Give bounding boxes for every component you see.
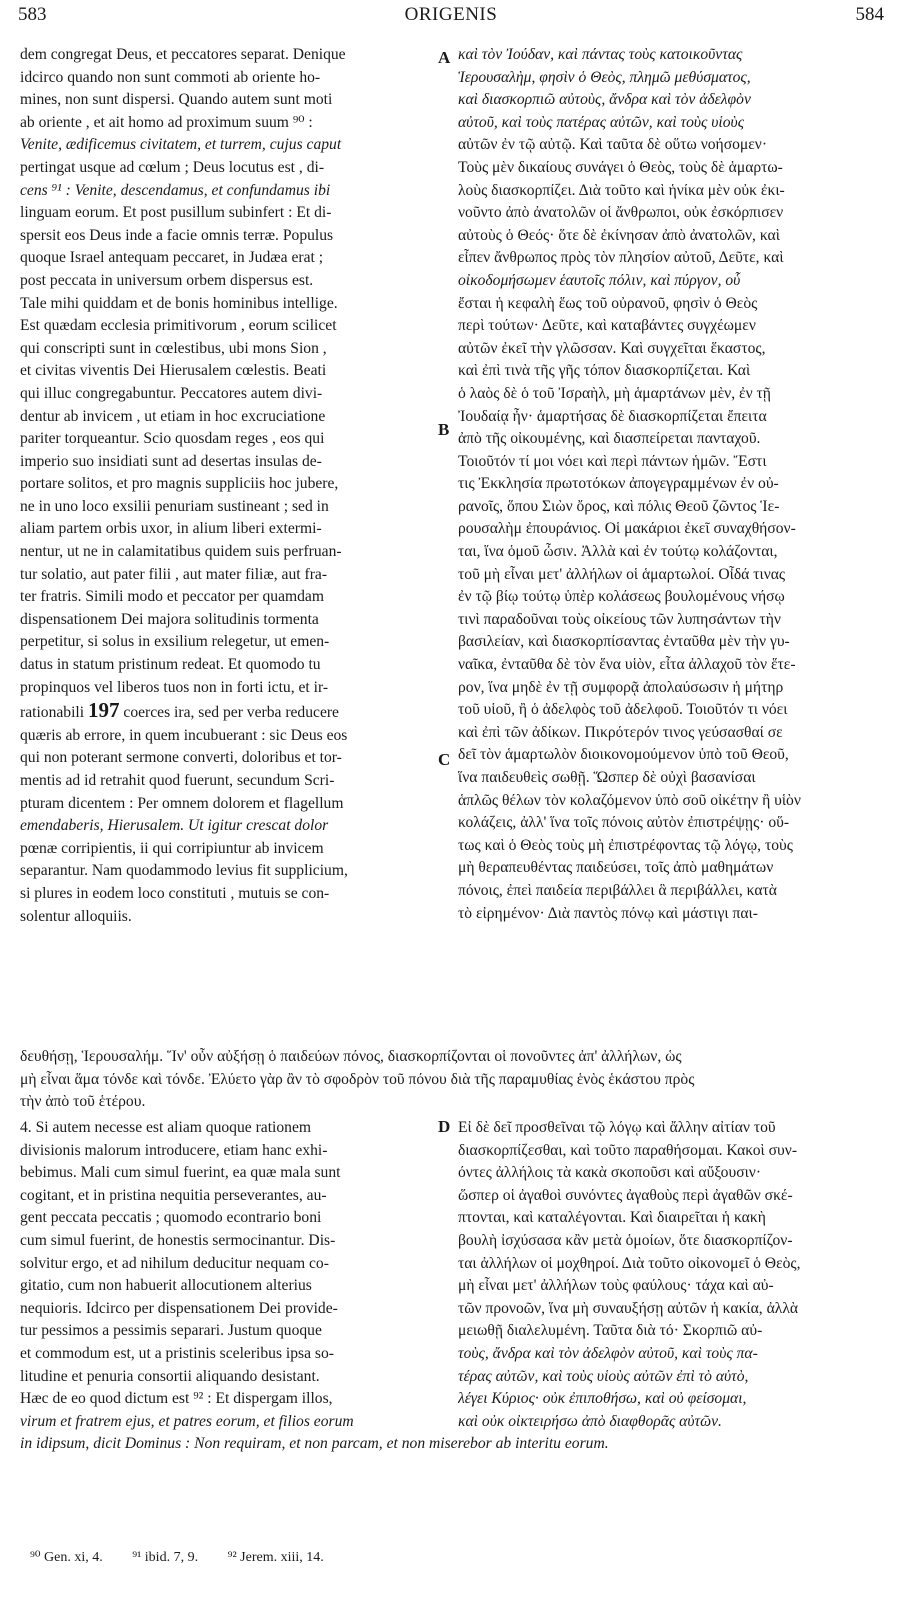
greek-line: τῶν προνοῶν, ἵνα μὴ συναυξήσῃ αὐτῶν ἡ κακία, ἀλλὰ	[458, 1299, 799, 1317]
section-marker-a: A	[438, 48, 451, 67]
latin-line: pœnæ corripientis, ii qui corripiuntur ab invicem	[20, 839, 324, 857]
greek-line: διασκορπίζεσθαι, καὶ τοῦτο παραθήσομαι. Κακοὶ συν-	[458, 1141, 798, 1159]
greek-line: τοὺς, ἄνδρα καὶ τὸν ἀδελφὸν αὐτοῦ, καὶ τοὺς πα-	[458, 1344, 758, 1362]
greek-line: ρουσαλὴμ ἐπουράνιος. Οἱ μακάριοι ἐκεῖ συναχθήσον-	[458, 520, 796, 538]
latin-line: Hæc de eo quod dictum est ⁹² : Et dispergam illos,	[20, 1390, 333, 1408]
greek-line: Τοιοῦτόν τί μοι νόει καὶ περὶ πάντων ἡμῶν. Ἔστι	[458, 452, 767, 470]
latin-line: ter fratris. Simili modo et peccator per quamdam	[20, 588, 324, 606]
greek-line: ἐν τῷ βίῳ τούτῳ ὑπὲρ κολάσεως βουλομένους νήσῳ	[458, 588, 785, 606]
latin-line: nequioris. Idcirco per dispensationem Dei providе-	[20, 1299, 338, 1317]
latin-line: quoque Israel antequam peccaret, in Judæa erat ;	[20, 249, 324, 267]
latin-column-bottom	[20, 1117, 438, 1433]
latin-line: imperio suo insidiati sunt ad desertas insulas de-	[20, 452, 322, 470]
latin-line: linguam eorum. Et post pusillum subinfert : Et di-	[20, 204, 332, 222]
page-number-left: 583	[18, 4, 47, 25]
latin-line: cens ⁹¹ : Venite, descendamus, et confundamus ibi	[20, 181, 331, 199]
latin-line: solvitur ergo, et ad nihilum deducitur nequam co-	[20, 1254, 329, 1272]
greek-line: καὶ οὐκ οἰκτειρήσω ἀπὸ διαφθορᾶς αὐτῶν.	[458, 1412, 722, 1430]
latin-line: idcirco quando non sunt commoti ab oriente ho-	[20, 68, 321, 86]
footnote: ⁹² Jerem. xiii, 14.	[227, 1550, 324, 1565]
greek-line: πτονται, καὶ καταλέγονται. Καὶ διαιρεῖται ἡ κακὴ	[458, 1209, 766, 1227]
latin-line: dispensationem Dei majora solitudinis tormenta	[20, 610, 319, 628]
latin-column-top	[20, 44, 438, 928]
greek-line: πόνοις, ἐπεὶ παιδεία περιβάλλει ἃ περιβάλλει, κατὰ	[458, 881, 777, 899]
greek-line: ὁ λαὸς δὲ ὁ τοῦ Ἰσραὴλ, μὴ ἁμαρτάνων μὲν, ἐν τῇ	[458, 384, 771, 402]
latin-line: Tale mihi quiddam et de bonis hominibus intellige.	[20, 294, 338, 312]
greek-line: τὸ εἰρημένον· Διὰ παντὸς πόνῳ καὶ μάστιγι παι-	[458, 904, 758, 922]
greek-line: καὶ διασκορπιῶ αὐτοὺς, ἄνδρα καὶ τὸν ἀδελφὸν	[458, 91, 751, 109]
greek-line: κολάζεις, ἀλλ' ἵνα τοῖς πόνοις αὐτὸν ἐπιστρέψῃς· οὕ-	[458, 814, 790, 832]
footnotes	[30, 1548, 870, 1568]
greek-line: ναῖκα, ἐνταῦθα δὲ τὸν ἕνα υἱὸν, εἶτα ἀλλαχοῦ τὸν ἕτε-	[458, 656, 796, 674]
latin-line: solentur alloquiis.	[20, 907, 132, 925]
latin-line-with-column-ref	[20, 699, 438, 725]
latin-line: mines, non sunt dispersi. Quando autem sunt moti	[20, 91, 333, 109]
latin-line: cum simul fuerint, de honestis sermocinantur. Dis-	[20, 1231, 336, 1249]
greek-line: περὶ τούτων· Δεῦτε, καὶ καταβάντες συγχέωμεν	[458, 317, 756, 335]
latin-line: nentur, ut ne in calamitatibus quidem suis perfruan-	[20, 543, 342, 561]
greek-line: αὐτοὺς ὁ Θεός· ὅτε δὲ ἐκίνησαν ἀπὸ ἀνατολῶν, καὶ	[458, 226, 780, 244]
latin-line: pariter torqueantur. Scio quosdam reges , eos qui	[20, 430, 325, 448]
column-reference: 197	[88, 699, 120, 723]
greek-line: μὴ εἶναι μετ' ἀλλήλων τοὺς φαύλους· τάχα καὶ αὐ-	[458, 1277, 774, 1295]
greek-line: λέγει Κύριος· οὐκ ἐπιποθήσω, καὶ οὐ φείσομαι,	[458, 1390, 747, 1408]
latin-line: pertingat usque ad cœlum ; Deus locutus est , di-	[20, 158, 325, 176]
greek-line: δεῖ τὸν ἁμαρτωλὸν διοικονομούμενον ὑπὸ τοῦ Θεοῦ,	[458, 746, 789, 764]
page-header	[0, 4, 902, 32]
footnote: ⁹¹ ibid. 7, 9.	[132, 1550, 199, 1565]
latin-line: qui illuc congregabuntur. Peccatores autem divi-	[20, 384, 323, 402]
greek-full-width-continuation	[20, 1046, 882, 1114]
greek-line: εἶπεν ἄνθρωπος πρὸς τὸν πλησίον αὐτοῦ, Δεῦτε, καὶ	[458, 249, 784, 267]
latin-fragment: rationabili	[20, 704, 85, 722]
latin-line: qui conscripti sunt in cœlestibus, ubi mons Sion ,	[20, 339, 327, 357]
latin-line: dentur ab invicem , ut etiam in hoc excruciatione	[20, 407, 326, 425]
greek-full-line: τὴν ἀπὸ τοῦ ἑτέρου.	[20, 1093, 146, 1111]
latin-line: mentis ad id retrahit quod fuerunt, secundum Scri-	[20, 772, 335, 789]
greek-line: τέρας αὐτῶν, καὶ τοὺς υἱοὺς αὐτῶν ἐπὶ τὸ αὐτὸ,	[458, 1367, 749, 1385]
latin-line: gent peccata peccatis ; quomodo econtrario boni	[20, 1209, 322, 1227]
greek-column-top	[458, 44, 882, 925]
greek-line: οἰκοδομήσωμεν ἑαυτοῖς πόλιν, καὶ πύργον, οὗ	[458, 271, 741, 289]
latin-line: pturam dicentem : Per omnem dolorem et flagellum	[20, 794, 344, 812]
greek-line: καὶ ἐπὶ τινὰ τῆς γῆς τόπον διασκορπίζεται. Καὶ	[458, 362, 751, 380]
greek-line: καὶ ἐπὶ τῶν ἀδίκων. Πικρότερόν τινος γεύσασθαί σε	[458, 723, 783, 741]
latin-full-width-line	[20, 1433, 882, 1456]
latin-full-line: in idipsum, dicit Dominus : Non requiram, et non parcam, et non miserebor ab interitu eorum.	[20, 1435, 609, 1452]
greek-line: Τοὺς μὲν δικαίους συνάγει ὁ Θεὸς, τοὺς δὲ ἁμαρτω-	[458, 158, 783, 176]
greek-line: βασιλείαν, καὶ διασκορπίσαντας ἐνταῦθα μὲν τὴν γυ-	[458, 633, 790, 651]
greek-line: αὐτῶν ἐκεῖ τὴν γλῶσσαν. Καὶ συγχεῖται ἕκαστος,	[458, 339, 766, 357]
greek-line: λοὺς διασκορπίζει. Διὰ τοῦτο καὶ ἡνίκα μὲν οὐκ ἐκι-	[458, 181, 785, 199]
latin-line: ab oriente , et ait homo ad proximum suum ⁹⁰ :	[20, 113, 313, 131]
greek-line: Εἰ δὲ δεῖ προσθεῖναι τῷ λόγῳ καὶ ἄλλην αἰτίαν τοῦ	[458, 1119, 776, 1136]
latin-line: Est quædam ecclesia primitivorum , eorum scilicet	[20, 317, 337, 335]
section-marker-d: D	[438, 1117, 451, 1136]
greek-line: ὥσπερ οἱ ἀγαθοὶ συνόντες ἀγαθοὺς περὶ ἀγαθῶν σκέ-	[458, 1186, 793, 1204]
latin-line: et civitas viventis Dei Hierusalem cœlestis. Beati	[20, 362, 327, 380]
latin-line: emendaberis, Hierusalem. Ut igitur crescat dolor	[20, 817, 329, 835]
latin-line: si plures in eodem loco constituti , mutuis se con-	[20, 884, 330, 902]
greek-line: τως καὶ ὁ Θεὸς τοὺς μὴ ἐπιστρέφοντας τῷ λόγῳ, τοὺς	[458, 836, 793, 854]
latin-line: gitatio, cum non habuerit allocutionem alterius	[20, 1277, 312, 1295]
greek-line: ἀπὸ τῆς οἰκουμένης, καὶ διασπείρεται πανταχοῦ.	[458, 430, 761, 448]
greek-line: βουλὴ ἰσχύσασα κἂν μετὰ ὁμοίων, ὅτε διασκορπίζον-	[458, 1231, 793, 1249]
latin-line: dem congregat Deus, et peccatores separat. Denique	[20, 46, 346, 63]
greek-full-line: μὴ εἶναι ἅμα τόνδε καὶ τόνδε. Ἐλύετο γὰρ ἂν τὸ σφοδρὸν τοῦ πόνου διὰ τῆς παραμυθίας ἑνὸς ἑκάστου πρὸς	[20, 1070, 695, 1088]
latin-line: tur pessimos a pessimis separari. Justum quoque	[20, 1322, 322, 1340]
greek-line: Ἱερουσαλὴμ, φησὶν ὁ Θεὸς, πλημῶ μεθύσματος,	[458, 68, 751, 86]
section-marker-b: B	[438, 420, 450, 439]
latin-line: qui non poterant sermone converti, doloribus et tor-	[20, 749, 342, 767]
latin-line: post peccata in universum orbem dispersus est.	[20, 271, 314, 289]
latin-line: 4. Si autem necesse est aliam quoque rationem	[20, 1119, 311, 1136]
greek-column-bottom	[458, 1117, 882, 1433]
latin-line: aliam partem orbis uxor, in alium liberi extermi-	[20, 520, 322, 538]
latin-line: et commodum est, ut a pristinis sceleribus ipsa so-	[20, 1344, 334, 1362]
greek-full-line: δευθήσῃ, Ἱερουσαλήμ. Ἵν' οὖν αὐξήσῃ ὁ παιδεύων πόνος, διασκορπίζονται οἱ πονοῦντες ἀπ' ἀλλήλων, ὡς	[20, 1048, 682, 1065]
latin-line: tur solatio, aut pater filii , aut mater filiæ, aut fra-	[20, 565, 328, 583]
greek-line: καὶ τὸν Ἰούδαν, καὶ πάντας τοὺς κατοικοῦντας	[458, 46, 743, 63]
greek-line: νοῦντο ἀπὸ ἀνατολῶν οἱ ἄνθρωποι, οὐκ ἐσκόρπισεν	[458, 204, 784, 222]
greek-line: τοῦ υἱοῦ, ἢ ὁ ἀδελφὸς τοῦ ἀδελφοῦ. Τοιοῦτόν τι νόει	[458, 701, 788, 719]
latin-line: Venite, ædificemus civitatem, et turrem, cujus caput	[20, 136, 342, 154]
greek-line: ἁπλῶς θέλων τὸν κολαζόμενον ὑπὸ σοῦ οἰκέτην ἢ υἱὸν	[458, 791, 801, 809]
greek-line: ρανοῖς, ὅπου Σιὼν ὄρος, καὶ πόλις Θεοῦ ζῶντος Ἱε-	[458, 497, 780, 515]
latin-line: divisionis malorum introducere, etiam hanc exhi-	[20, 1141, 328, 1159]
latin-line: litudine et penuria consortii aliquando desistant.	[20, 1367, 320, 1385]
greek-line: αὐτῶν ἐν τῷ αὐτῷ. Καὶ ταῦτα δὲ οὕτω νοήσομεν·	[458, 136, 768, 154]
latin-line: ne in uno loco exsilii penuriam sustineant ; sed in	[20, 497, 329, 515]
running-title: ORIGENIS	[404, 4, 498, 25]
latin-line: separantur. Nam quodammodo levius fit supplicium,	[20, 862, 348, 880]
greek-line: ἔσται ἡ κεφαλὴ ἕως τοῦ οὐρανοῦ, φησὶν ὁ Θεὸς	[458, 294, 758, 312]
greek-line: ἵνα παιδευθεὶς σωθῇ. Ὥσπερ δὲ οὐχὶ βασανίσαι	[458, 769, 756, 786]
greek-line: μειωθῇ διαλελυμένη. Ταῦτα διὰ τό· Σκορπιῶ αὐ-	[458, 1322, 763, 1340]
latin-line: spersit eos Deus inde a facie omnis terræ. Populus	[20, 226, 334, 244]
latin-line: datus in statum pristinum redeat. Et quomodo tu	[20, 656, 321, 674]
latin-line: virum et fratrem ejus, et patres eorum, et filios eorum	[20, 1412, 354, 1430]
greek-line: αὐτοῦ, καὶ τοὺς πατέρας αὐτῶν, καὶ τοὺς υἱοὺς	[458, 113, 745, 131]
latin-line: perpetitur, si solus in exsilium relegetur, ut emen-	[20, 633, 330, 651]
latin-line: quæris ab errore, in quem incubuerant : sic Deus eos	[20, 726, 348, 744]
latin-fragment: coerces ira, sed per verba reducere	[123, 704, 339, 722]
latin-line: propinquos vel liberos tuos non in forti ictu, et ir-	[20, 678, 329, 696]
greek-line: μὴ θεραπευθέντας παιδεύσει, τοῖς ἀπὸ μαθημάτων	[458, 859, 774, 877]
latin-line: cogitant, et in pristina nequitia perseverantes, au-	[20, 1186, 327, 1204]
greek-line: όντες ἀλλήλοις τὰ κακὰ σκοποῦσι καὶ αὔξουσιν·	[458, 1164, 762, 1182]
latin-line: bebimus. Mali cum simul fuerint, ea quæ mala sunt	[20, 1164, 341, 1182]
greek-line: τοῦ μὴ εἶναι μετ' ἀλλήλων οἱ ἁμαρτωλοί. Οἶδά τινας	[458, 565, 786, 583]
greek-line: ται, ἵνα ὁμοῦ ὦσιν. Ἀλλὰ καὶ ἐν τούτῳ κολάζονται,	[458, 543, 778, 561]
section-marker-c: C	[438, 750, 451, 769]
page-number-right: 584	[855, 4, 884, 25]
latin-line: portare solitos, et pro magnis suppliciis hoc jubere,	[20, 475, 339, 493]
greek-line: Ἰουδαίᾳ ἦν· ἁμαρτήσας δὲ διασκορπίζεται ἔπειτα	[458, 407, 767, 425]
greek-line: ται ἀλλήλων οἱ μοχθηροί. Διὰ τοῦτο οἰκονομεῖ ὁ Θεὸς,	[458, 1254, 801, 1272]
greek-line: τινὶ παραδοῦναι τοὺς οἰκείους τῶν λυπησάντων τὴν	[458, 610, 781, 628]
footnote: ⁹⁰ Gen. xi, 4.	[30, 1550, 103, 1565]
greek-line: τις Ἐκκλησία πρωτοτόκων ἀπογεγραμμένων ἐν οὐ-	[458, 475, 779, 493]
greek-line: ρον, ἵνα μηδὲ ἐν τῇ συμφορᾷ ἀπολαύσωσιν ἡ μήτηρ	[458, 678, 784, 696]
